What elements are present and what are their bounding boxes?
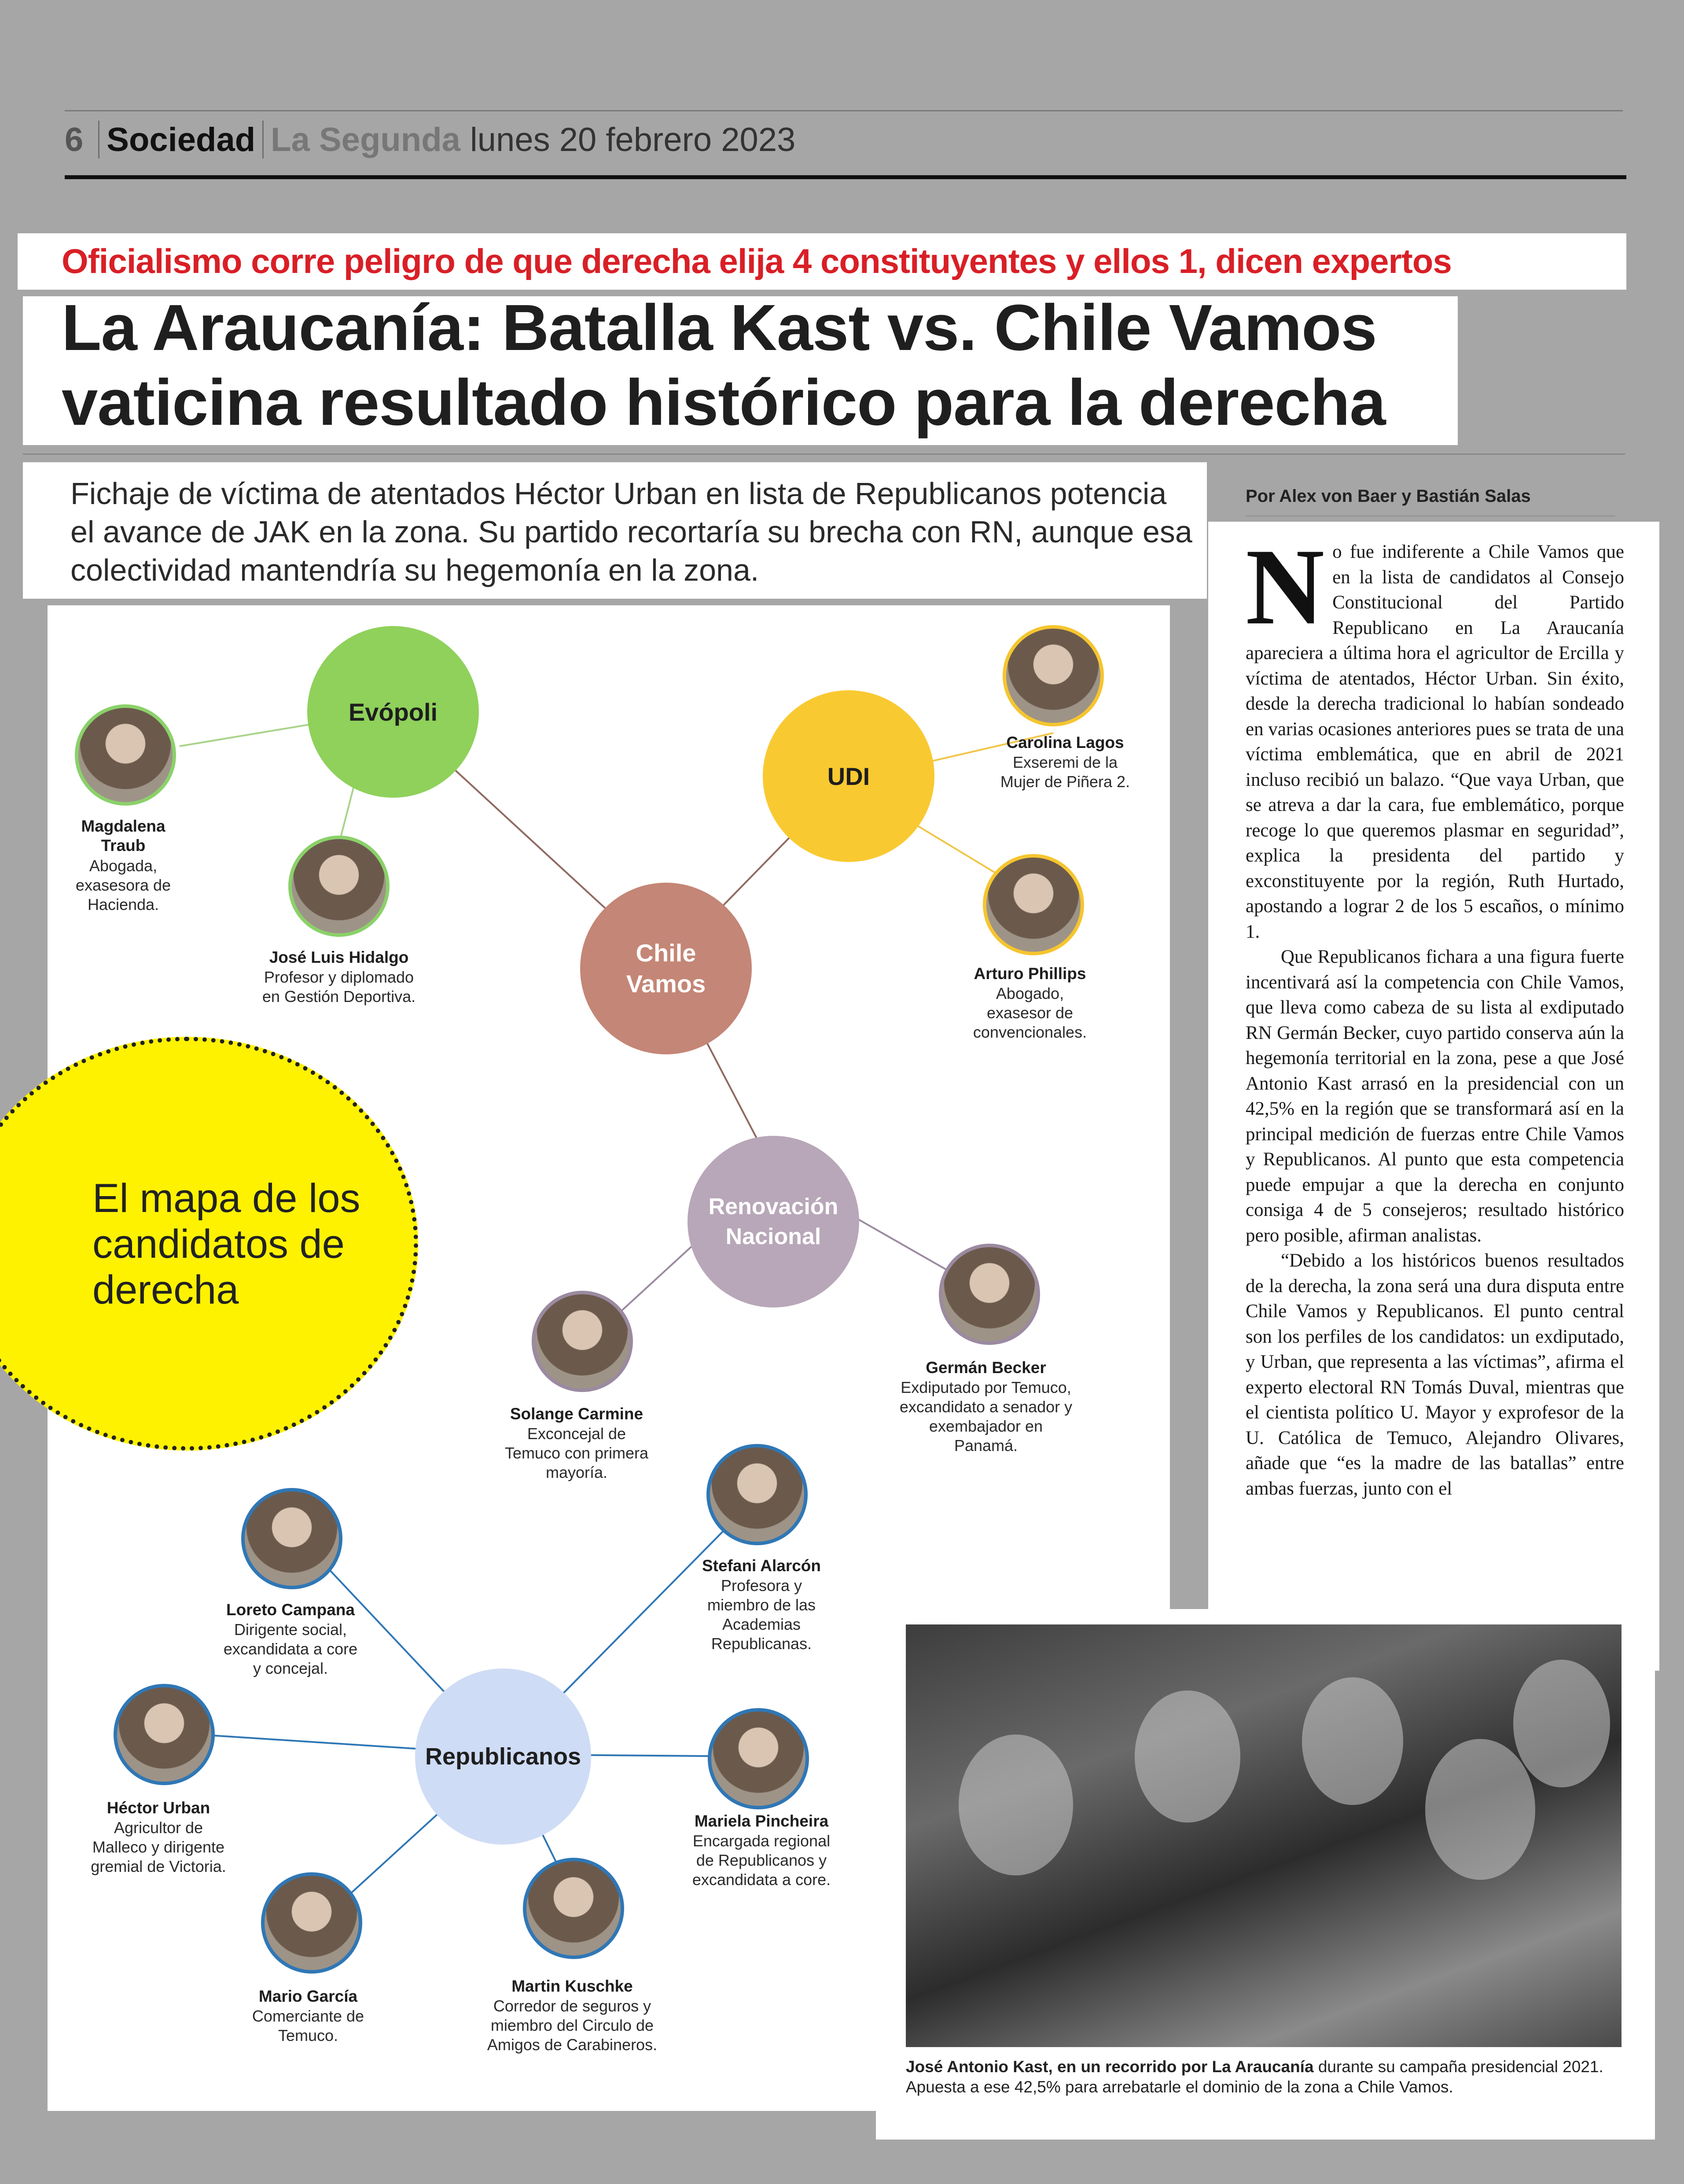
header-top-rule — [65, 110, 1623, 111]
candidate-name: Arturo Phillips — [974, 965, 1086, 983]
candidate-description: Abogado, exasesor de convencionales. — [973, 984, 1087, 1041]
candidate-name: Magdalena Traub — [81, 817, 165, 854]
party-node-renovacion-nacional — [688, 1136, 859, 1307]
candidate-name: Loreto Campana — [226, 1601, 355, 1619]
article-body — [1246, 539, 1624, 1605]
party-label: Renovación Nacional — [708, 1194, 838, 1249]
candidate-photo — [261, 1872, 362, 1974]
candidate-name: Mariela Pincheira — [694, 1812, 829, 1830]
candidate-description: Exseremi de la Mujer de Piñera 2. — [1000, 753, 1130, 791]
candidate-name: Carolina Lagos — [1006, 733, 1124, 751]
candidate-description: Agricultor de Malleco y dirigente gremial de Victoria. — [91, 1819, 226, 1875]
photo-figure — [1135, 1690, 1240, 1823]
candidate-description: Abogada, exasesora de Hacienda. — [75, 857, 171, 913]
candidate-photo — [241, 1488, 342, 1589]
headline: La Araucanía: Batalla Kast vs. Chile Vamos vaticina resultado histórico para la derecha — [62, 291, 1386, 439]
candidate-photo — [1003, 625, 1104, 726]
candidate-name: Solange Carmine — [510, 1405, 643, 1423]
party-label: UDI — [827, 762, 870, 790]
party-label: Evópoli — [348, 698, 438, 726]
candidate-description: Exconcejal de Temuco con primera mayoría. — [504, 1425, 649, 1481]
candidate-name: Mario García — [258, 1987, 358, 2005]
article-paragraph: Que Republicanos fichara a una figura fuerte incentivará así la competencia con Chile Vamos, que lleva como cabeza de su lista al exdiputado RN Germán Becker, cuyo partido conserva aún la hegemonía territorial en la zona, pese a que José Antonio Kast arrasó en la presidencial con un 42,5% en la región que se transformará así en la principal medición de fuerzas entre Chile Vamos y Republicanos. Al punto que esta competencia puede empujar a que la derecha en conjunto consiga 4 de 5 consejeros; resultado histórico pero posible, afirman analistas. — [1246, 947, 1624, 1246]
candidate-name: Héctor Urban — [107, 1799, 210, 1817]
deck-summary: Fichaje de víctima de atentados Héctor Urban en lista de Republicanos potencia el avance de JAK en la zona. Su partido recortaría su brecha con RN, aunque esa colectividad mantendría su hegemonía en la zona. — [70, 476, 1192, 587]
candidate-description: Profesora y miembro de las Academias Republicanas. — [707, 1576, 816, 1653]
page-number: 6 — [65, 121, 84, 158]
candidate-description: Comerciante de Temuco. — [252, 2007, 364, 2044]
party-node-evopoli — [307, 626, 479, 798]
kicker: Oficialismo corre peligro de que derecha elija 4 constituyentes y ellos 1, dicen expertos — [62, 242, 1452, 280]
candidate-description: Dirigente social, excandidata a core y concejal. — [223, 1621, 358, 1677]
candidate-description: Profesor y diplomado en Gestión Deportiva. — [262, 968, 416, 1005]
candidate-photo — [114, 1684, 215, 1785]
candidate-photo — [532, 1291, 633, 1392]
candidate-photo — [288, 836, 390, 937]
infographic-title: El mapa de los candidatos de derecha — [92, 1176, 360, 1312]
candidate-description: Corredor de seguros y miembro del Circulo de Amigos de Carabineros. — [487, 1997, 658, 2054]
byline: Por Alex von Baer y Bastián Salas — [1246, 486, 1531, 506]
photo-figure — [959, 1735, 1073, 1875]
caption-text: durante su campaña presidencial 2021. Apuesta a ese 42,5% para arrebatarle el dominio de la zona a Chile Vamos. — [906, 2058, 1603, 2096]
news-photo — [906, 1624, 1621, 2047]
photo-caption — [906, 2057, 1628, 2097]
header-divider — [262, 121, 264, 158]
candidate-photo — [708, 1708, 809, 1809]
candidate-photo — [706, 1444, 808, 1545]
candidate-name: Germán Becker — [926, 1359, 1046, 1377]
drop-cap: N — [1246, 539, 1325, 647]
candidate-photo — [523, 1858, 624, 1959]
candidate-name: Stefani Alarcón — [702, 1557, 821, 1575]
section-name: Sociedad — [107, 121, 256, 158]
candidate-description: Encargada regional de Republicanos y excandidata a core. — [692, 1832, 831, 1889]
candidate-description: Exdiputado por Temuco, excandidato a senador y exembajador en Panamá. — [899, 1378, 1073, 1455]
party-node-chile-vamos — [580, 883, 752, 1054]
photo-figure — [1302, 1677, 1403, 1805]
byline-rule — [1246, 515, 1615, 517]
party-label: Chile Vamos — [626, 939, 706, 998]
photo-figure — [1425, 1739, 1535, 1880]
party-label: Republicanos — [425, 1743, 581, 1770]
headline-rule — [23, 453, 1625, 455]
candidate-name: Martin Kuschke — [511, 1977, 633, 1995]
candidate-photo — [75, 704, 176, 806]
newspaper-name: La Segunda — [271, 121, 460, 158]
photo-figure — [1513, 1660, 1610, 1787]
header-bottom-rule — [65, 175, 1626, 179]
party-node-republicanos — [415, 1668, 591, 1845]
candidate-photo — [983, 854, 1084, 955]
article-paragraph: o fue indiferente a Chile Vamos que en la lista de candidatos al Consejo Constitucional del Partido Republicano en La Araucanía apareciera a última hora el agricultor de Ercilla y víctima de atentados, Héctor Urban. Sin éxito, desde la derecha tradicional lo habían sondeado en varias ocasiones anteriores pues se trata de una víctima emblemática, que en abril de 2021 incluso recibió un balazo. “Que vaya Urban, que se atreva a dar la cara, fue emblemático, porque recoge lo que queremos plasmar en seguridad”, explica la presidenta del partido y exconstituyente por la región, Ruth Hurtado, apostando a lograr 2 de los 5 escaños, o mínimo 1. — [1246, 541, 1624, 942]
party-node-udi — [763, 690, 934, 862]
page-header — [65, 115, 795, 164]
candidate-photo — [939, 1244, 1040, 1345]
candidate-name: José Luis Hidalgo — [269, 948, 409, 966]
issue-date: lunes 20 febrero 2023 — [470, 121, 796, 158]
header-divider — [98, 121, 99, 158]
article-paragraph: “Debido a los históricos buenos resultados de la derecha, la zona será una dura disputa entre Chile Vamos y Republicanos. El punto central son los perfiles de los candidatos: un exdiputado, y Urban, que representa a las víctimas”, afirma el experto electoral RN Tomás Duval, mientras que el cientista político U. Mayor y exprofesor de la U. Católica de Temuco, Alejandro Olivares, añade que “es la madre de las batallas” entre ambas fuerzas, junto con el — [1246, 1250, 1624, 1499]
caption-bold: José Antonio Kast, en un recorrido por La Araucanía — [906, 2058, 1314, 2076]
